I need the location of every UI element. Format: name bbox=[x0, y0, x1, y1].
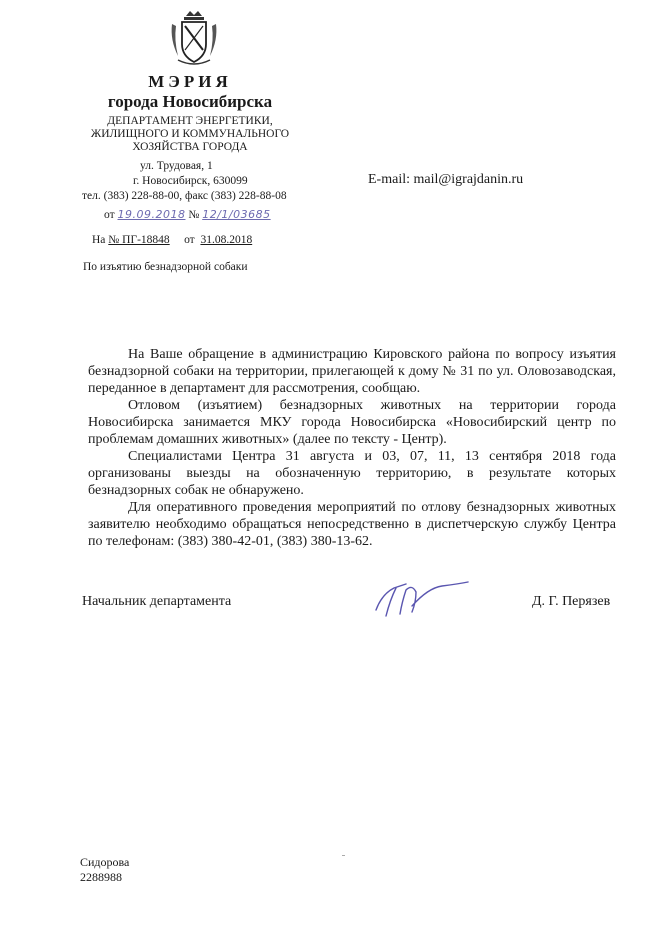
phone-fax: тел. (383) 228-88-00, факс (383) 228-88-08 bbox=[82, 190, 287, 202]
department-line-2: ЖИЛИЩНОГО И КОММУНАЛЬНОГО bbox=[90, 128, 290, 140]
department-line-1: ДЕПАРТАМЕНТ ЭНЕРГЕТИКИ, bbox=[107, 115, 273, 127]
address-city: г. Новосибирск, 630099 bbox=[133, 175, 248, 187]
letter-subject: По изъятию безнадзорной собаки bbox=[83, 261, 248, 273]
registration-from-label: от bbox=[104, 209, 115, 221]
reference-date: 31.08.2018 bbox=[200, 234, 253, 246]
registration-number-label: № bbox=[188, 209, 200, 221]
department-line-3: ХОЗЯЙСТВА ГОРОДА bbox=[132, 141, 248, 153]
body-paragraph-4: Для оперативного проведения мероприятий по отлову безнадзорных животных заявителю необходимо обращаться непосредственно в диспетчерскую службу Центра по телефонам: (383) 380-42-01, (383) 380-13-62. bbox=[88, 500, 616, 549]
body-paragraph-3: Специалистами Центра 31 августа и 03, 07, 11, 13 сентября 2018 года организованы выезды на обозначенную территорию, в результате которых безнадзорных собак не обнаружено. bbox=[88, 449, 616, 498]
reference-line bbox=[92, 234, 252, 246]
letter-body bbox=[88, 346, 616, 550]
city-coat-of-arms-icon bbox=[168, 10, 220, 70]
signatory-title: Начальник департамента bbox=[82, 594, 232, 609]
registration-line bbox=[104, 208, 271, 221]
scan-speck bbox=[342, 855, 345, 856]
reference-number: № ПГ-18848 bbox=[108, 234, 170, 246]
org-name: МЭРИЯ bbox=[148, 72, 232, 91]
reference-from-label: от bbox=[184, 234, 195, 246]
body-paragraph-2: Отловом (изъятием) безнадзорных животных на территории города Новосибирска занимается МКУ города Новосибирска «Новосибирский центр по проблемам домашних животных» (далее по тексту - Центр). bbox=[88, 398, 616, 447]
org-city: города Новосибирска bbox=[107, 92, 273, 111]
handwritten-signature bbox=[372, 580, 472, 620]
body-paragraph-1: На Ваше обращение в администрацию Кировского района по вопросу изъятия безнадзорной собаки на территории, прилегающей к дому № 31 по ул. Оловозаводская, переданное в департамент для рассмотрения, сообщаю. bbox=[88, 347, 616, 396]
email-address: E-mail: mail@igrajdanin.ru bbox=[368, 172, 524, 187]
address-street: ул. Трудовая, 1 bbox=[140, 160, 213, 172]
reference-label: На bbox=[92, 234, 106, 246]
signatory-name: Д. Г. Перязев bbox=[532, 594, 611, 609]
registration-date: 19.09.2018 bbox=[117, 208, 186, 221]
registration-number: 12/1/03685 bbox=[202, 208, 271, 221]
executor-phone: 2288988 bbox=[80, 870, 122, 884]
executor-name: Сидорова bbox=[80, 855, 130, 869]
